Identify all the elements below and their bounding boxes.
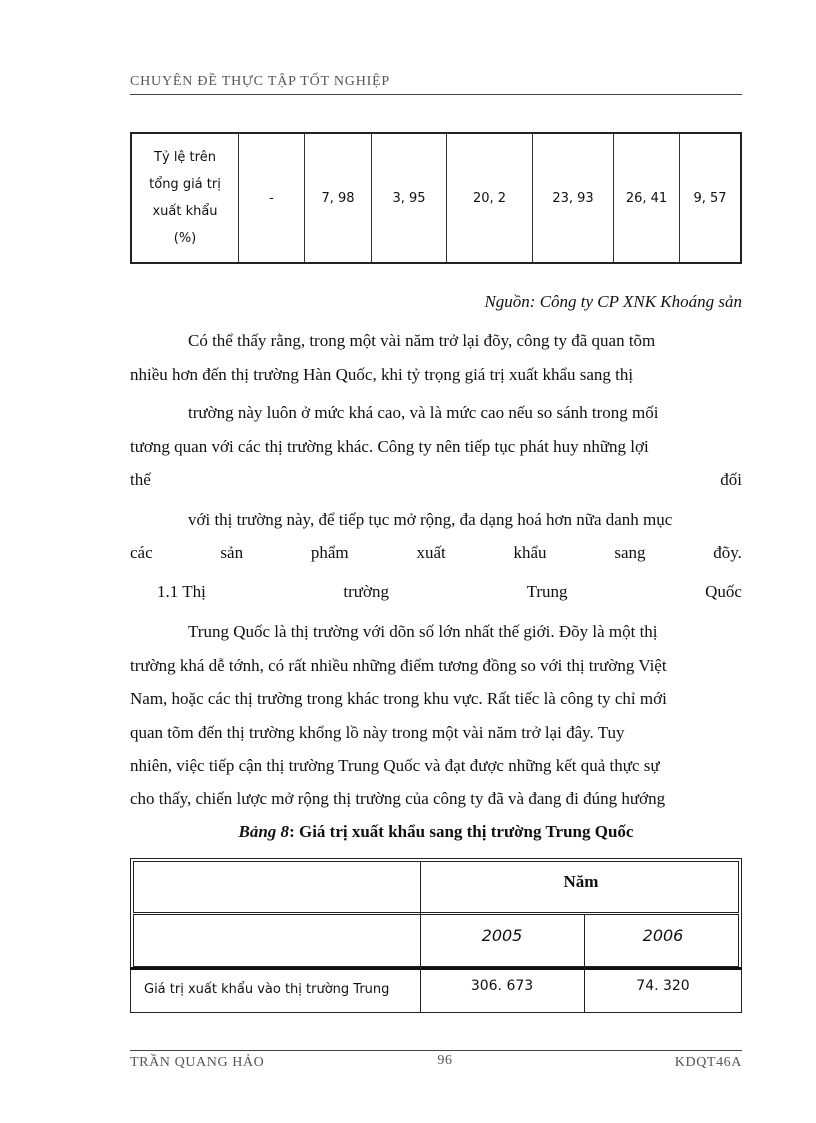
value-cell: 3, 95	[372, 134, 447, 262]
paragraph-line	[130, 543, 742, 563]
row-label-line: tổng giá trị	[149, 177, 221, 192]
value-2006: 74. 320	[636, 978, 690, 994]
row-label-cell	[132, 134, 239, 262]
running-header: CHUYÊN ĐỀ THỰC TẬP TỐT NGHIỆP	[130, 74, 391, 89]
paragraph-line: Có thể thấy rằng, trong một vài năm trở lại đõy, công ty đã quan tõm	[188, 331, 656, 350]
row-label: Giá trị xuất khẩu vào thị trường Trung	[144, 982, 390, 997]
paragraph-line: tương quan với các thị trường khác. Công ty nên tiếp tục phát huy những lợi	[130, 437, 649, 456]
year-2005: 2005	[481, 926, 523, 945]
footer-author: TRẦN QUANG HẢO	[130, 1055, 265, 1070]
caption-text: : Giá trị xuất khẩu sang thị trường Trung Quốc	[289, 822, 634, 841]
word: sản	[220, 543, 244, 562]
header-divider	[130, 967, 742, 970]
paragraph-line: với thị trường này, để tiếp tục mở rộng, đa dạng hoá hơn nữa danh mục	[188, 510, 673, 529]
paragraph-line: Nam, hoặc các thị trường trong khác trong khu vực. Rất tiếc là công ty chỉ mới	[130, 689, 667, 708]
value-cell: 7, 98	[305, 134, 372, 262]
paragraph-line: trường khá dễ tớnh, có rất nhiều những điểm tương đồng so với thị trường Việt	[130, 656, 667, 675]
paragraph-line: quan tõm đến thị trường khổng lồ này trong một vài năm trở lại đây. Tuy	[130, 723, 625, 742]
source-note: Nguồn: Công ty CP XNK Khoáng sản	[484, 292, 742, 311]
china-export-table	[130, 858, 742, 1013]
value-2005: 306. 673	[470, 978, 534, 994]
word: thế	[130, 470, 151, 489]
year-2006: 2006	[642, 926, 684, 945]
section-number: 1.1 Thị	[157, 582, 206, 601]
section-heading	[157, 582, 742, 602]
table-row	[132, 134, 740, 262]
table-caption	[130, 822, 742, 842]
word: khẩu	[513, 543, 547, 562]
word: đối	[720, 470, 742, 489]
row-label-line: (%)	[173, 231, 197, 246]
word: xuất	[416, 543, 446, 562]
word: Trung	[526, 582, 568, 601]
word: sang	[614, 543, 646, 562]
paragraph-line: trường này luôn ở mức khá cao, và là mức cao nếu so sánh trong mối	[188, 403, 659, 422]
caption-prefix: Bảng 8	[238, 822, 290, 841]
year-header: Năm	[563, 872, 599, 891]
page-number: 96	[437, 1053, 453, 1068]
paragraph-line: Trung Quốc là thị trường với dõn số lớn nhất thế giới. Đõy là một thị	[188, 622, 658, 641]
footer-rule	[130, 1050, 742, 1051]
word: Quốc	[705, 582, 742, 601]
row-label-line: xuất khẩu	[152, 204, 218, 219]
word: trường	[343, 582, 389, 601]
export-ratio-table	[130, 132, 742, 264]
value-cell: 9, 57	[693, 190, 727, 206]
word: đõy.	[713, 543, 742, 562]
value-cell: -	[239, 134, 305, 262]
value-cell: 20, 2	[447, 134, 533, 262]
footer-class-code: KDQT46A	[674, 1055, 742, 1070]
paragraph-line: nhiều hơn đến thị trường Hàn Quốc, khi tỷ trọng giá trị xuất khẩu sang thị	[130, 365, 634, 384]
word: phẩm	[310, 543, 349, 562]
value-cell: 23, 93	[533, 134, 614, 262]
paragraph-line: cho thấy, chiến lược mở rộng thị trường của công ty đã và đang đi đúng hướng	[130, 789, 666, 808]
paragraph-line	[130, 470, 742, 490]
word: các	[130, 543, 153, 562]
row-label-line: Tỷ lệ trên	[154, 150, 216, 165]
value-cell: 26, 41	[614, 134, 680, 262]
header-rule	[130, 94, 742, 95]
paragraph-line: nhiên, việc tiếp cận thị trường Trung Quốc và đạt được những kết quả thực sự	[130, 756, 660, 775]
